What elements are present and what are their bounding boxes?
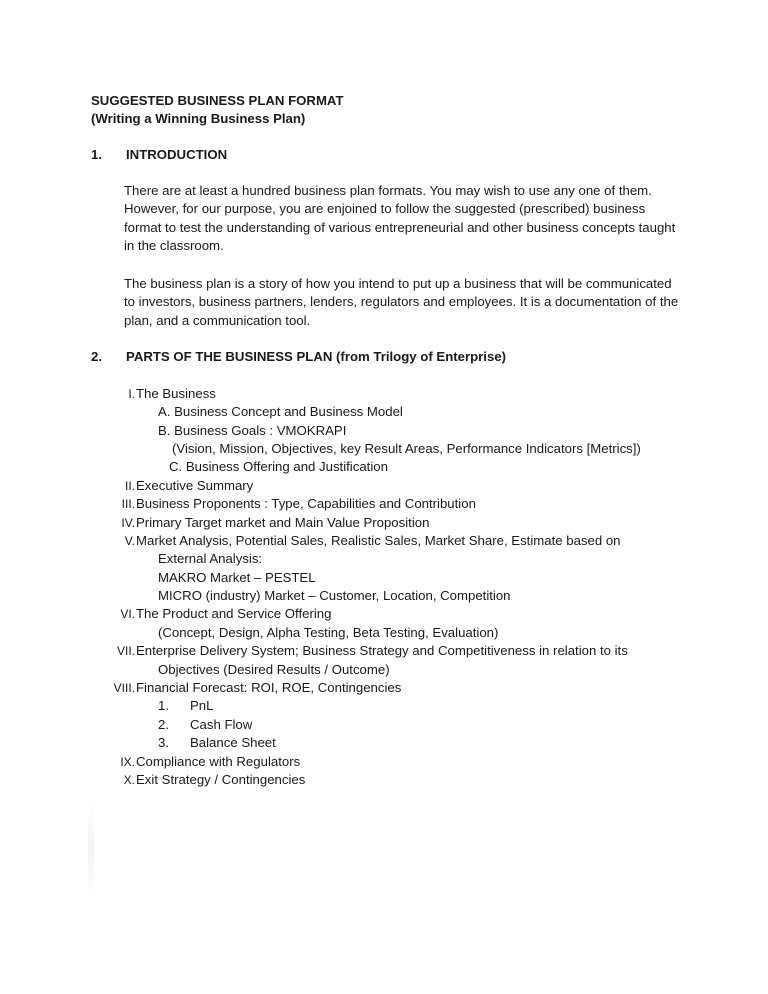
list-subitem: MICRO (industry) Market – Customer, Location, Competition bbox=[158, 588, 511, 603]
roman-numeral: VIII. bbox=[113, 681, 135, 695]
section-number: 2. bbox=[91, 349, 102, 364]
list-item: Exit Strategy / Contingencies bbox=[136, 772, 306, 787]
list-item: Business Proponents : Type, Capabilities and Contribution bbox=[136, 496, 476, 511]
list-subitem: C. Business Offering and Justification bbox=[169, 459, 388, 474]
roman-numeral: VII. bbox=[116, 644, 135, 658]
section-number: 1. bbox=[91, 147, 102, 162]
list-subitem: B. Business Goals : VMOKRAPI bbox=[158, 423, 347, 438]
roman-numeral: V. bbox=[124, 534, 135, 548]
roman-numeral: IX. bbox=[120, 755, 135, 769]
document-subtitle: (Writing a Winning Business Plan) bbox=[91, 111, 306, 126]
list-subitem: Cash Flow bbox=[190, 717, 253, 732]
list-subitem: Objectives (Desired Results / Outcome) bbox=[158, 662, 390, 677]
sublist-number: 2. bbox=[158, 717, 169, 732]
list-subitem: External Analysis: bbox=[158, 551, 263, 566]
intro-paragraph: There are at least a hundred business plan formats. You may wish to use any one of them. However, for our purpose, you are enjoined to follow the suggested (prescribed) business format to test the understanding of various entrepreneurial and other business concepts taught in the classroom. bbox=[124, 183, 676, 254]
roman-numeral: II. bbox=[124, 479, 135, 493]
list-item: Market Analysis, Potential Sales, Realistic Sales, Market Share, Estimate based on bbox=[136, 533, 621, 548]
list-item: Enterprise Delivery System; Business Strategy and Competitiveness in relation to its bbox=[136, 643, 628, 658]
sublist-number: 3. bbox=[158, 735, 169, 750]
list-subitem: (Vision, Mission, Objectives, key Result Areas, Performance Indicators [Metrics]) bbox=[172, 441, 641, 456]
list-item: The Business bbox=[136, 386, 216, 401]
intro-paragraph: The business plan is a story of how you intend to put up a business that will be communicated to investors, business partners, lenders, regulators and employees. It is a documentation of the plan, and a communication tool. bbox=[124, 276, 679, 328]
roman-numeral: VI. bbox=[120, 607, 135, 621]
list-item: Primary Target market and Main Value Proposition bbox=[136, 515, 430, 530]
list-subitem: (Concept, Design, Alpha Testing, Beta Testing, Evaluation) bbox=[158, 625, 499, 640]
roman-numeral: I. bbox=[128, 387, 135, 401]
list-subitem: A. Business Concept and Business Model bbox=[158, 404, 403, 419]
sublist-number: 1. bbox=[158, 698, 169, 713]
scan-artifact bbox=[88, 800, 94, 900]
list-subitem: Balance Sheet bbox=[190, 735, 276, 750]
section-heading: INTRODUCTION bbox=[126, 147, 228, 162]
section-heading: PARTS OF THE BUSINESS PLAN (from Trilogy of Enterprise) bbox=[126, 349, 507, 364]
list-item: The Product and Service Offering bbox=[136, 606, 332, 621]
roman-numeral: X. bbox=[123, 773, 135, 787]
list-subitem: PnL bbox=[190, 698, 214, 713]
roman-numeral: IV. bbox=[121, 516, 135, 530]
list-item: Compliance with Regulators bbox=[136, 754, 301, 769]
document-title: SUGGESTED BUSINESS PLAN FORMAT bbox=[91, 93, 344, 108]
roman-numeral: III. bbox=[121, 497, 135, 511]
list-subitem: MAKRO Market – PESTEL bbox=[158, 570, 316, 585]
list-item: Financial Forecast: ROI, ROE, Contingencies bbox=[136, 680, 402, 695]
list-item: Executive Summary bbox=[136, 478, 254, 493]
